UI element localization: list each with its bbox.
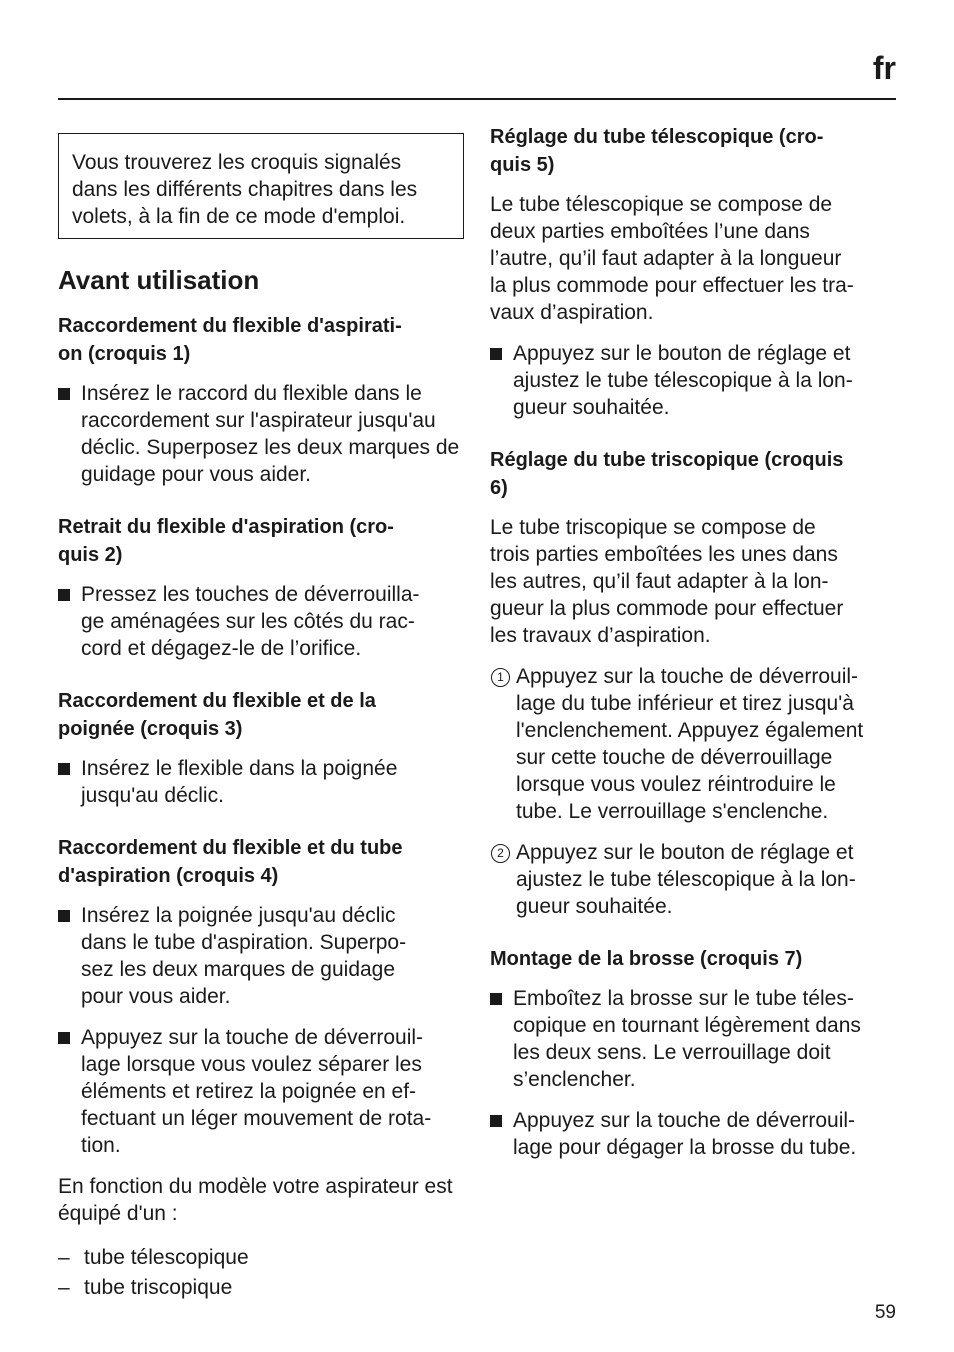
list-item: Emboîtez la brosse sur le tube téles- copique en tournant légèrement dans les deux sens. Le verrouillage doit s’enclencher. (490, 985, 896, 1093)
paragraph-modele: En fonction du modèle votre aspirateur est équipé d'un : (58, 1175, 453, 1225)
step-number-icon: 2 (491, 844, 510, 863)
dash-marker: – (58, 1246, 70, 1269)
heading-flexible-poignee: Raccordement du flexible et de la poignée (croquis 3) (58, 690, 376, 740)
heading-montage-brosse: Montage de la brosse (croquis 7) (490, 948, 803, 970)
heading-tube-triscopique: Réglage du tube triscopique (croquis 6) (490, 449, 844, 499)
bullet-square-icon (58, 589, 70, 601)
heading-raccordement-flexible: Raccordement du flexible d'aspirati- on (croquis 1) (58, 315, 402, 365)
bullet-square-icon (58, 763, 70, 775)
right-column (490, 123, 896, 1161)
list-item: Appuyez sur la touche de déverrouil- lage pour dégager la brosse du tube. (490, 1107, 896, 1161)
list-item: Insérez le raccord du flexible dans le raccordement sur l'aspirateur jusqu'au déclic. Superposez les deux marques de guidage pour vous aider. (58, 380, 464, 488)
bullet-square-icon (58, 388, 70, 400)
paragraph-triscopique: Le tube triscopique se compose de trois parties emboîtées les unes dans les autres, qu’il faut adapter à la lon- gueur la plus commode pour effectuer les travaux d’aspiration. (490, 516, 844, 647)
list-item: Insérez le flexible dans la poignée jusqu'au déclic. (58, 755, 464, 809)
left-column (58, 123, 464, 1301)
list-item: Appuyez sur la touche de déverrouil- lage lorsque vous voulez séparer les éléments et retirez la poignée en ef- fectuant un léger mouvement de rota- tion. (58, 1024, 464, 1159)
heading-tube-telescopique: Réglage du tube télescopique (cro- quis 5) (490, 126, 824, 176)
list-item: Appuyez sur le bouton de réglage et ajustez le tube télescopique à la lon- gueur souhaitée. (490, 340, 896, 421)
numbered-step-1: 1 Appuyez sur la touche de déverrouil- lage du tube inférieur et tirez jusqu'à l'enclenchement. Appuyez également sur cette touche de déverrouillage lorsque vous voulez réintroduire le tube. Le verrouillage s'enclenche. (490, 663, 896, 825)
dash-list (58, 1244, 464, 1301)
heading-retrait-flexible: Retrait du flexible d'aspiration (cro- quis 2) (58, 516, 394, 566)
header-rule (58, 98, 896, 100)
list-item: – tube télescopique (58, 1246, 249, 1269)
bullet-square-icon (58, 1032, 70, 1044)
step-number-icon: 1 (491, 668, 510, 687)
bullet-square-icon (490, 1115, 502, 1127)
section-title: Avant utilisation (58, 265, 260, 295)
page-number: 59 (874, 1302, 896, 1323)
bullet-square-icon (490, 348, 502, 360)
numbered-step-2: 2 Appuyez sur le bouton de réglage et ajustez le tube télescopique à la lon- gueur souhaitée. (490, 839, 896, 920)
list-item: – tube triscopique (58, 1276, 233, 1299)
bullet-square-icon (58, 910, 70, 922)
bullet-square-icon (490, 993, 502, 1005)
note-box: Vous trouverez les croquis signalés dans les différents chapitres dans les volets, à la fin de ce mode d'emploi. (58, 133, 464, 239)
language-code: fr (872, 50, 896, 86)
dash-marker: – (58, 1276, 70, 1299)
list-item: Pressez les touches de déverrouilla- ge aménagées sur les côtés du rac- cord et dégagez-le de l’orifice. (58, 581, 464, 662)
list-item: Insérez la poignée jusqu'au déclic dans le tube d'aspiration. Superpo- sez les deux marques de guidage pour vous aider. (58, 902, 464, 1010)
heading-flexible-tube: Raccordement du flexible et du tube d'aspiration (croquis 4) (58, 837, 403, 887)
paragraph-telescopique: Le tube télescopique se compose de deux parties emboîtées l’une dans l’autre, qu’il faut adapter à la longueur la plus commode pour effectuer les tra- vaux d’aspiration. (490, 193, 854, 324)
